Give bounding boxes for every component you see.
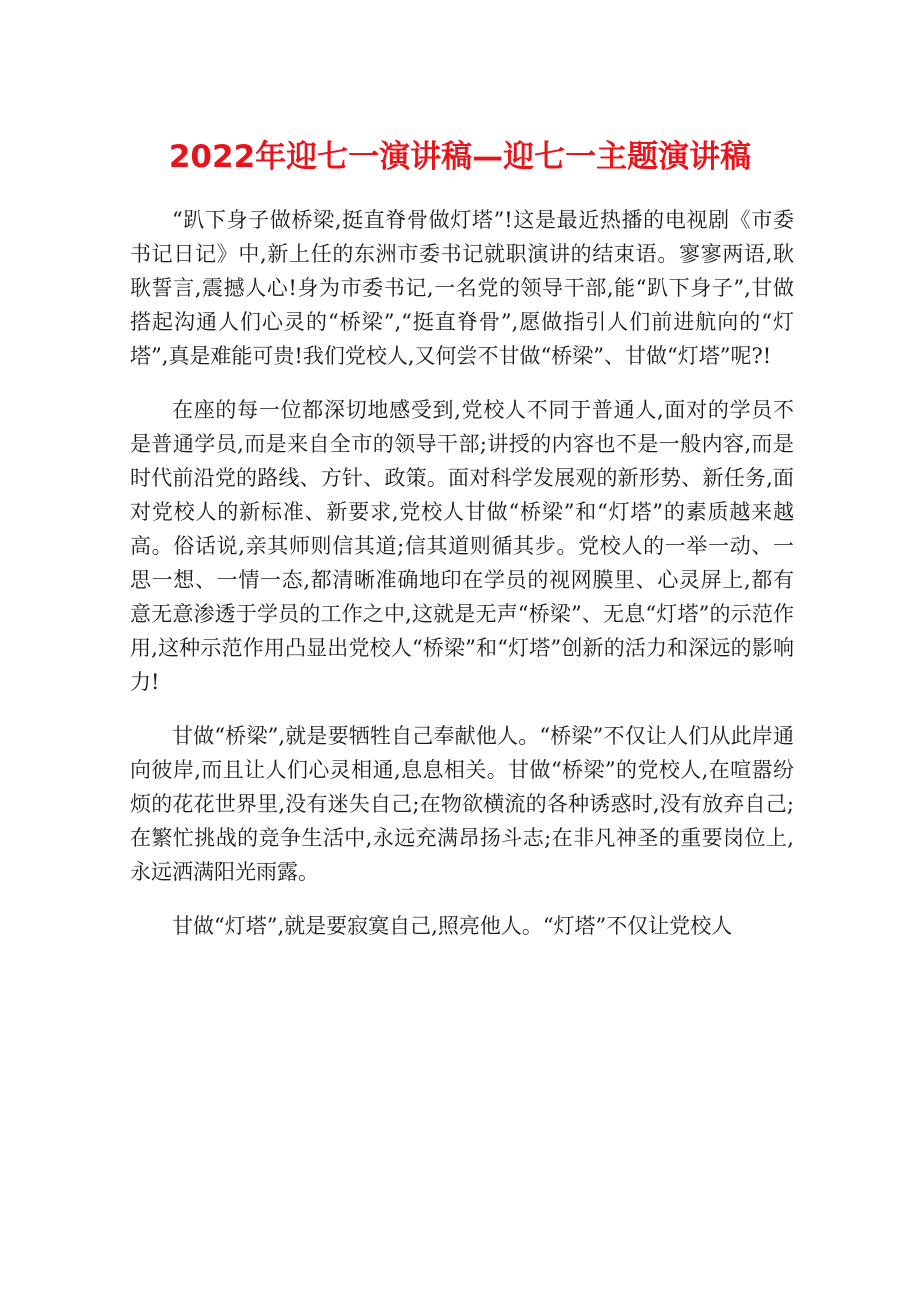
document-title: 2022年迎七一演讲稿—迎七一主题演讲稿 bbox=[168, 139, 752, 175]
document-body bbox=[130, 203, 794, 963]
paragraph: 甘做“桥梁”,就是要牺牲自己奉献他人。“桥梁”不仅让人们从此岸通向彼岸,而且让人们心灵相通,息息相关。甘做“桥梁”的党校人,在喧嚣纷烦的花花世界里,没有迷失自己;在物欲横流的各种诱惑时,没有放弃自己;在繁忙挑战的竞争生活中,永远充满昂扬斗志;在非凡神圣的重要岗位上,永远洒满阳光雨露。 bbox=[130, 724, 794, 884]
paragraph: “趴下身子做桥梁,挺直脊骨做灯塔”!这是最近热播的电视剧《市委书记日记》中,新上任的东洲市委书记就职演讲的结束语。寥寥两语,耿耿誓言,震撼人心!身为市委书记,一名党的领导干部,能“趴下身子”,甘做搭起沟通人们心灵的“桥梁”,“挺直脊骨”,愿做指引人们前进航向的“灯塔”,真是难能可贵!我们党校人,又何尝不甘做“桥梁”、甘做“灯塔”呢?! bbox=[130, 208, 794, 368]
paragraph: 甘做“灯塔”,就是要寂寞自己,照亮他人。“灯塔”不仅让党校人 bbox=[172, 914, 733, 938]
paragraph: 在座的每一位都深切地感受到,党校人不同于普通人,面对的学员不是普通学员,而是来自全市的领导干部;讲授的内容也不是一般内容,而是时代前沿党的路线、方针、政策。面对科学发展观的新形势、新任务,面对党校人的新标准、新要求,党校人甘做“桥梁”和“灯塔”的素质越来越高。俗话说,亲其师则信其道;信其道则循其步。党校人的一举一动、一思一想、一情一态,都清晰准确地印在学员的视网膜里、心灵屏上,都有意无意渗透于学员的工作之中,这就是无声“桥梁”、无息“灯塔”的示范作用,这种示范作用凸显出党校人“桥梁”和“灯塔”创新的活力和深远的影响力! bbox=[130, 398, 794, 694]
